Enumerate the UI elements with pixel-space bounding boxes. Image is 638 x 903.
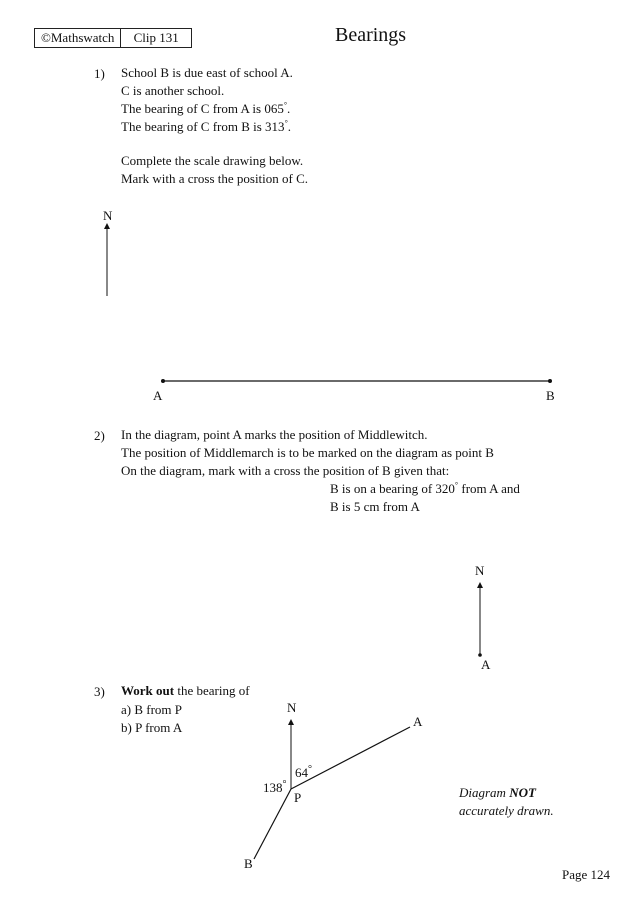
q2-number: 2) (94, 428, 105, 443)
q3-angle-64: 64° (295, 764, 312, 780)
q3-angle-138: 138° (263, 779, 287, 795)
q3-line-pb (254, 789, 291, 859)
clip-label: Clip 131 (120, 29, 191, 47)
copyright-label: ©Mathswatch (41, 30, 115, 45)
q1-line-4: The bearing of C from B is 313°. (121, 118, 292, 134)
q2-condition-1: B is on a bearing of 320° from A and (330, 480, 520, 496)
q1-instruction-2: Mark with a cross the position of C. (121, 171, 309, 186)
q3-point-p-label: P (294, 790, 302, 805)
q1-point-b-label: B (546, 388, 555, 403)
q1-line-1: School B is due east of school A. (121, 65, 293, 80)
q3-intro: Work out the bearing of (121, 683, 250, 698)
q1-point-a-dot (161, 379, 165, 383)
page-number: Page 124 (562, 867, 611, 882)
q2-line-3: On the diagram, mark with a cross the position of B given that: (121, 463, 450, 478)
q2-line-2: The position of Middlemarch is to be marked on the diagram as point B (121, 445, 494, 460)
q1-instruction-1: Complete the scale drawing below. (121, 153, 304, 168)
q1-north-label: N (103, 208, 113, 223)
q3-point-a-label: A (413, 714, 423, 729)
q2-point-a-label: A (481, 657, 491, 672)
q3-number: 3) (94, 684, 105, 699)
q1-number: 1) (94, 66, 105, 81)
page-title: Bearings (335, 24, 407, 46)
q2-north-label: N (475, 563, 485, 578)
q3-part-b: b) P from A (121, 720, 183, 735)
q3-north-label: N (287, 700, 297, 715)
q2-point-a-dot (478, 653, 482, 657)
q3-line-pa (291, 727, 410, 789)
q3-part-a: a) B from P (121, 702, 183, 717)
q2-condition-2: B is 5 cm from A (330, 499, 420, 514)
q1-point-a-label: A (153, 388, 163, 403)
q1-line-2: C is another school. (121, 83, 225, 98)
q2-line-1: In the diagram, point A marks the position of Middlewitch. (121, 427, 428, 442)
q3-point-b-label: B (244, 856, 253, 871)
q1-line-3: The bearing of C from A is 065°. (121, 100, 291, 116)
q3-diagram-note: Diagram NOT accurately drawn. (459, 785, 554, 818)
q1-point-b-dot (548, 379, 552, 383)
